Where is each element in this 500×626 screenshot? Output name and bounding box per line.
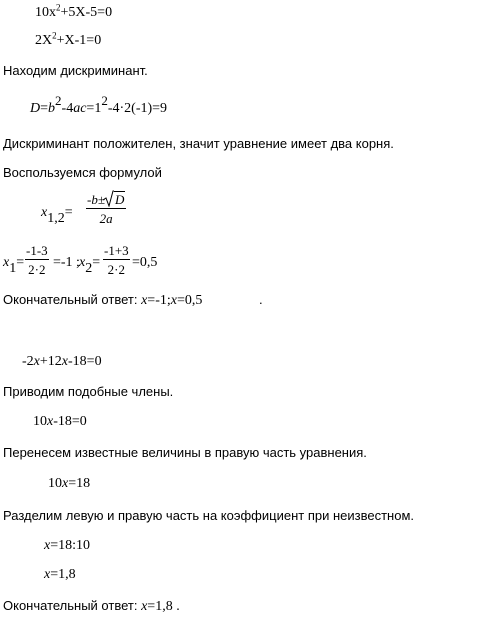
final-answer-1 [3,293,202,308]
eq5-x: x [62,476,69,491]
answer1-label: Окончательный ответ: [3,292,142,307]
eq1-part-b: +5X-5=0 [60,5,113,20]
answer2-x: x [141,599,148,614]
formula-num-prefix: -b± [87,192,105,207]
formula-eq: = [64,205,73,220]
formula-radicand: D [114,192,125,207]
roots-x2-result: =0,5 [132,255,158,270]
eq5-b: =18 [68,476,91,491]
answer2-label: Окончательный ответ: [3,598,142,613]
eq2-part-a: 2X [35,33,53,48]
disc-b: b [48,101,56,116]
roots-x1 [3,255,25,276]
disc-minus-4: -4 [61,101,74,116]
roots-x1-result: =-1 ; [53,255,80,270]
roots-x2-eq: = [92,255,101,270]
eq1-part-a: 10x [35,5,56,20]
eq3-c: -18=0 [68,354,102,369]
equation-simplified [35,30,102,48]
equation-result [44,568,76,582]
text-move-terms: Перенесем известные величины в правую часть уравнения. [3,445,367,460]
disc-one-exponent: 2 [101,93,108,108]
text-find-discriminant: Находим дискриминант. [3,63,148,78]
eq4-a: 10 [33,414,47,429]
roots-fraction-1-denominator: 2·2 [28,262,46,277]
equation-linear [22,355,102,369]
disc-tail: -4·2(-1)=9 [107,101,168,116]
eq3-x2: x [61,354,69,369]
text-divide: Разделим левую и правую часть на коэффициент при неизвестном. [3,508,415,523]
answer1-x2: x [170,293,177,308]
final-answer-2 [3,599,180,614]
disc-eq2: = [86,101,95,116]
eq2-part-b: +X-1=0 [56,33,102,48]
eq1-exponent: 2 [56,2,61,13]
sqrt-icon [103,190,114,207]
formula-x: x [41,205,48,220]
roots-fraction-1-numerator: -1-3 [26,243,48,258]
roots-x2-var: x [79,255,86,270]
roots-fraction-2 [103,244,130,276]
eq3-x1: x [33,354,40,369]
disc-one: 1 [94,101,102,116]
roots-x1-var: x [3,255,10,270]
text-like-terms: Приводим подобные члены. [3,384,174,399]
formula-numerator [86,193,126,209]
roots-x2 [79,255,101,276]
eq4-x: x [47,414,54,429]
equation-moved [48,477,90,491]
answer2-v: =1,8 . [147,599,180,614]
eq5-a: 10 [48,476,62,491]
disc-eq: = [40,101,49,116]
roots-fraction-1 [25,244,49,276]
roots-x1-subscript: 1 [9,261,17,276]
eq6-b: =18:10 [50,538,91,553]
text-discriminant-positive: Дискриминант положителен, значит уравнение имеет два корня. [3,136,394,151]
eq7-x: x [44,567,51,582]
eq2-exponent: 2 [52,30,57,41]
formula-x-subscript: 1,2 [47,211,65,226]
roots-fraction-2-denominator: 2·2 [107,262,125,277]
eq4-b: -18=0 [53,414,87,429]
text-use-formula: Воспользуемся формулой [3,165,162,180]
answer1-dot: . [259,292,263,307]
eq3-b: +12 [39,354,62,369]
disc-b-exponent: 2 [55,93,62,108]
roots-x1-eq: = [16,255,25,270]
disc-ac: ac [73,101,87,116]
root-formula-fraction [86,193,126,225]
discriminant-formula [30,93,168,116]
equation-combined [33,415,87,429]
roots-x2-subscript: 2 [85,261,93,276]
formula-sqrt [105,193,125,206]
disc-D: D [30,101,41,116]
eq6-x: x [44,538,51,553]
equation-original [35,2,113,20]
roots-fraction-2-numerator: -1+3 [104,243,129,258]
answer1-x1: x [141,293,148,308]
answer1-v1: =-1; [147,293,171,308]
eq7-b: =1,8 [50,567,76,582]
eq3-a: -2 [22,354,34,369]
answer1-v2: =0,5 [176,293,203,308]
formula-denominator: 2a [99,211,113,226]
root-formula-lhs [41,205,73,226]
equation-division [44,539,90,553]
